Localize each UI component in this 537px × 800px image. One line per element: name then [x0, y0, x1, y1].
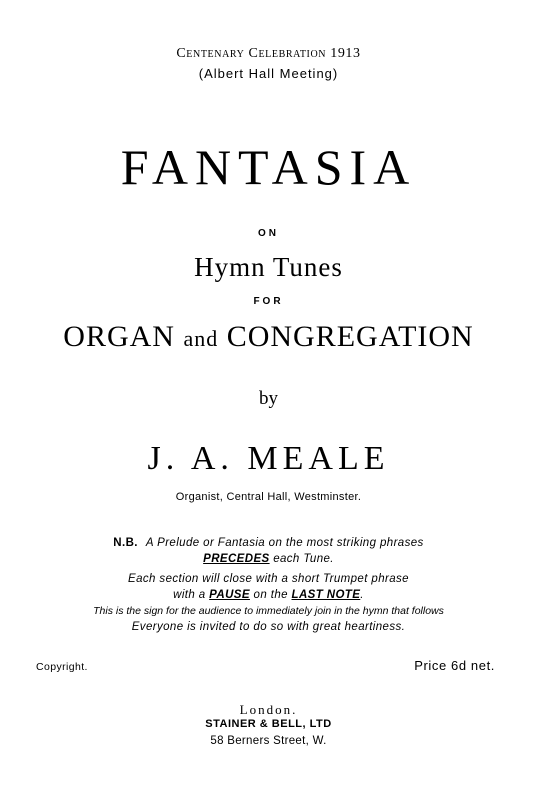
publisher-city: London.	[239, 702, 298, 717]
congregation-word: CONGREGATION	[226, 320, 474, 353]
note-text-4c: .	[360, 589, 364, 601]
note-line-5: This is the sign for the audience to immediately join in the hymn that follows	[93, 605, 444, 617]
note-text-4b: on the	[249, 589, 292, 601]
by-word: by	[259, 388, 278, 409]
note-last-note: LAST NOTE	[291, 589, 361, 601]
note-text-2: each Tune.	[269, 553, 334, 565]
note-line-6: Everyone is invited to do so with great heartiness.	[131, 621, 406, 633]
note-line-2	[0, 553, 537, 565]
note-pause: PAUSE	[209, 589, 250, 601]
note-precedes: PRECEDES	[203, 553, 270, 565]
note-text-1: A Prelude or Fantasia on the most striking phrases	[145, 537, 424, 549]
on-word: ON	[258, 228, 279, 239]
note-line-1	[0, 537, 537, 549]
copyright-notice: Copyright.	[36, 661, 88, 673]
note-label: N.B.	[113, 537, 138, 549]
note-line-3: Each section will close with a short Trumpet phrase	[128, 573, 409, 585]
meeting-subheading: (Albert Hall Meeting)	[198, 66, 339, 81]
publisher-name: STAINER & BELL, LTD	[205, 718, 332, 730]
subject-title: Hymn Tunes	[194, 252, 343, 282]
for-word: FOR	[253, 296, 284, 307]
author-role: Organist, Central Hall, Westminster.	[175, 491, 362, 503]
centenary-heading: Centenary Celebration 1913	[176, 46, 361, 61]
price: Price 6d net.	[414, 658, 495, 673]
note-line-4	[0, 589, 537, 601]
instrumentation-title	[0, 320, 537, 354]
organ-word: ORGAN	[63, 320, 175, 353]
main-title: FANTASIA	[120, 139, 417, 195]
note-text-4a: with a	[173, 589, 210, 601]
author-name: J. A. MEALE	[147, 440, 390, 477]
and-word: and	[183, 326, 219, 351]
publisher-address: 58 Berners Street, W.	[210, 735, 327, 747]
